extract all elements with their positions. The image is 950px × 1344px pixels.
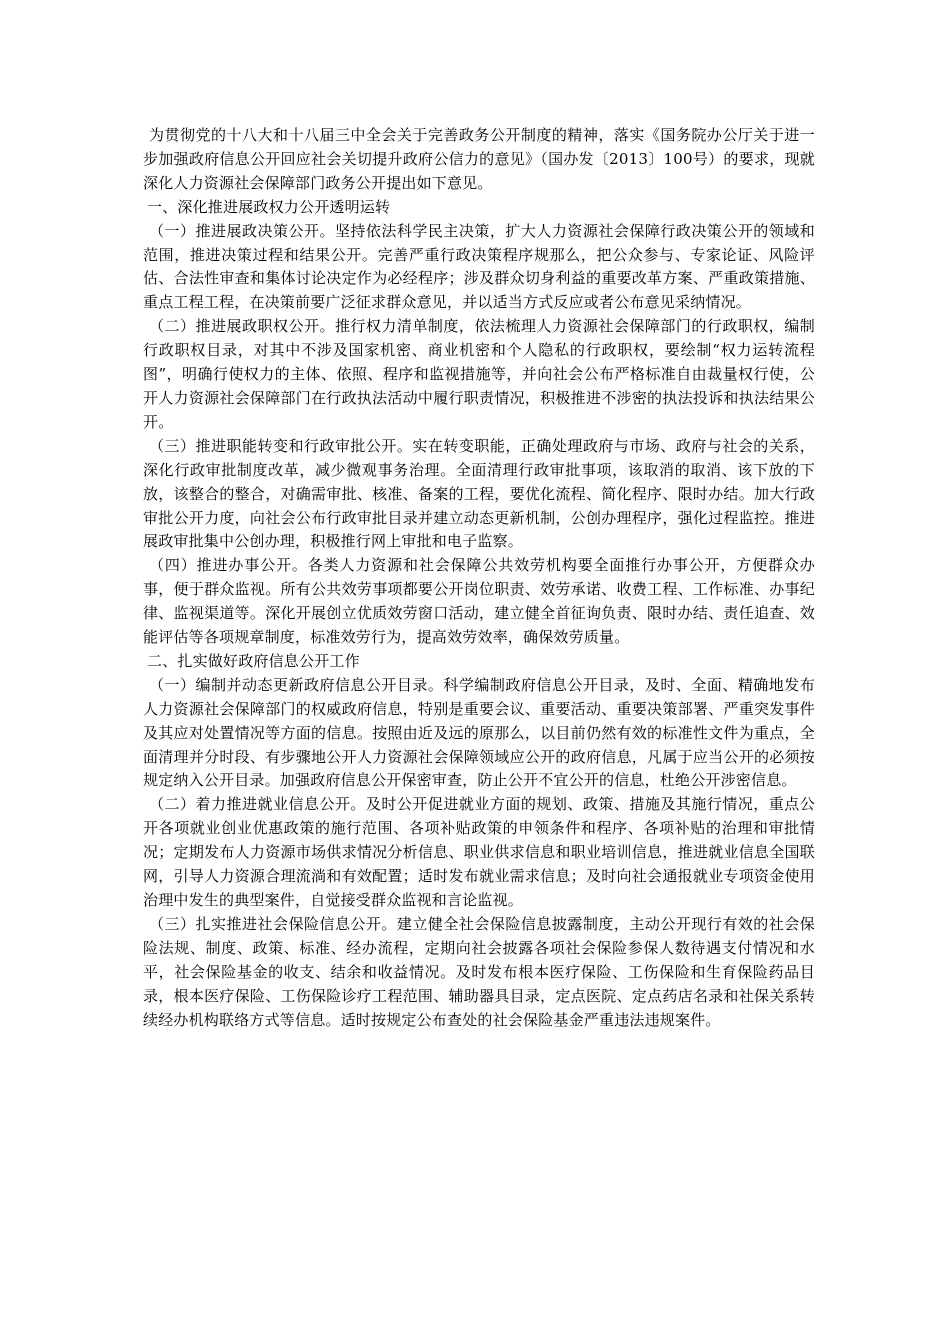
section-1-item-3: （三）推进职能转变和行政审批公开。实在转变职能，正确处理政府与市场、政府与社会的关系，深化行政审批制度改革，减少微观事务治理。全面清理行政审批事项，该取消的取消、该下放的下放，该整合的整合，对确需审批、核准、备案的工程，要优化流程、简化程序、限时办结。加大行政审批公开力度，向社会公布行政审批目录并建立动态更新机制，公创办理程序，强化过程监控。推进展政审批集中公创办理，积极推行网上审批和电子监察。 (143, 436, 815, 551)
intro-paragraph: 为贯彻党的十八大和十八届三中全会关于完善政务公开制度的精神，落实《国务院办公厅关于进一步加强政府信息公开回应社会关切提升政府公信力的意见》（国办发〔2013〕100号）的要求，现就深化人力资源社会保障部门政务公开提出如下意见。 (143, 126, 815, 192)
section-1-item-4: （四）推进办事公开。各类人力资源和社会保障公共效劳机构要全面推行办事公开，方便群众办事，便于群众监视。所有公共效劳事项都要公开岗位职责、效劳承诺、收费工程、工作标准、办事纪律、监视渠道等。深化开展创立优质效劳窗口活动，建立健全首征询负责、限时办结、责任追查、效能评估等各项规章制度，标准效劳行为，提高效劳效率，确保效劳质量。 (143, 556, 815, 647)
section-heading-2: 二、扎实做好政府信息公开工作 (147, 651, 360, 670)
section-2-item-2: （二）着力推进就业信息公开。及时公开促进就业方面的规划、政策、措施及其施行情况，重点公开各项就业创业优惠政策的施行范围、各项补贴政策的申领条件和程序、各项补贴的治理和审批情况；定期发布人力资源市场供求情况分析信息、职业供求信息和职业培训信息，推进就业信息全国联网，引导人力资源合理流淌和有效配置；适时发布就业需求信息；及时向社会通报就业专项资金使用治理中发生的典型案件，自觉接受群众监视和言论监视。 (143, 795, 815, 909)
section-1-item-2: （二）推进展政职权公开。推行权力清单制度，依法梳理人力资源社会保障部门的行政职权，编制行政职权目录，对其中不涉及国家机密、商业机密和个人隐私的行政职权，要绘制“权力运转流程图”，明确行使权力的主体、依照、程序和监视措施等，并向社会公布严格标准自由裁量权行使，公开人力资源社会保障部门在行政执法活动中履行职责情况，积极推进不涉密的执法投诉和执法结果公开。 (143, 317, 815, 431)
section-2-item-1: （一）编制并动态更新政府信息公开目录。科学编制政府信息公开目录，及时、全面、精确地发布人力资源社会保障部门的权威政府信息，特别是重要会议、重要活动、重要决策部署、严重突发事件及其应对处置情况等方面的信息。按照由近及远的原那么，以目前仍然有效的标准性文件为重点，全面清理并分时段、有步骤地公开人力资源社会保障领域应公开的政府信息，凡属于应当公开的必须按规定纳入公开目录。加强政府信息公开保密审查，防止公开不宜公开的信息，杜绝公开涉密信息。 (143, 675, 815, 790)
section-heading-1: 一、深化推进展政权力公开透明运转 (147, 197, 391, 216)
section-1-item-1: （一）推进展政决策公开。坚持依法科学民主决策，扩大人力资源社会保障行政决策公开的领域和范围，推进决策过程和结果公开。完善严重行政决策程序规那么，把公众参与、专家论证、风险评估、合法性审查和集体讨论决定作为必经程序；涉及群众切身利益的重要改革方案、严重政策措施、重点工程工程，在决策前要广泛征求群众意见，并以适当方式反应或者公布意见采纳情况。 (143, 221, 815, 312)
document-body (143, 124, 815, 1032)
section-2-item-3: （三）扎实推进社会保险信息公开。建立健全社会保险信息披露制度，主动公开现行有效的社会保险法规、制度、政策、标准、经办流程，定期向社会披露各项社会保险参保人数待遇支付情况和水平，社会保险基金的收支、结余和收益情况。及时发布根本医疗保险、工伤保险和生育保险药品目录，根本医疗保险、工伤保险诊疗工程范围、辅助器具目录，定点医院、定点药店名录和社保关系转续经办机构联络方式等信息。适时按规定公布查处的社会保险基金严重违法违规案件。 (143, 914, 815, 1029)
